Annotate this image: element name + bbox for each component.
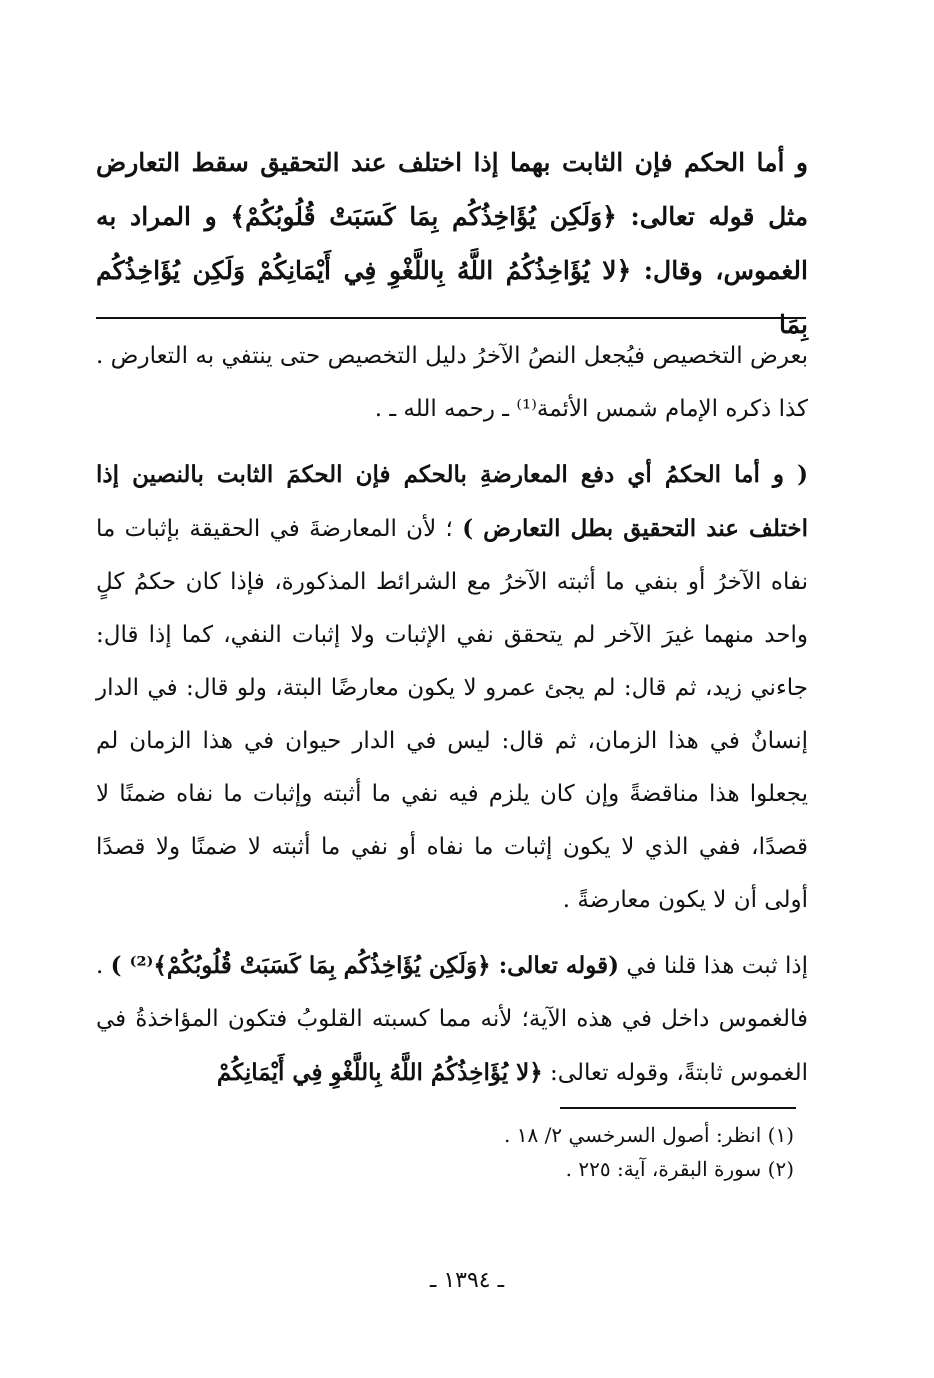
- commentary-verse-lemma: (قوله تعالى: ﴿وَلَكِن يُؤَاخِذُكُم بِمَا كَسَبَتْ قُلُوبُكُمْ﴾⁽²⁾ ): [110, 952, 620, 979]
- commentary-verse: ﴿لا يُؤَاخِذُكُمُ اللَّهُ بِاللَّغْوِ فِي أَيْمَانِكُمْ: [216, 1059, 543, 1086]
- commentary-body: . فالغموس داخل في هذه الآية؛ لأنه مما كسبته القلوبُ فتكون المؤاخذةُ في الغموس ثابتةً، وقوله تعالى:: [96, 953, 808, 1086]
- footnote-separator-rule: [560, 1107, 796, 1109]
- matn-text: [96, 136, 808, 352]
- footnote-1: (١) انظر: أصول السرخسي ٢/ ١٨ .: [504, 1123, 794, 1147]
- commentary-body: ؛ لأن المعارضةَ في الحقيقة بإثبات ما نفاه الآخرُ أو بنفي ما أثبته الآخرُ مع الشرائط المذكورة، فإذا كان حكمُ كلٍ واحد منهما غيرَ الآخر لم يتحقق نفي الإثبات ولا إثبات النفي، كما إذا قال: جاءني زيد، ثم قال: لم يجئ عمرو لا يكون معارضًا البتة، ولو قال: في الدار إنسانٌ في هذا الزمان، ثم قال: ليس في الدار حيوان في هذا الزمان لم يجعلوا هذا مناقضةً وإن كان يلزم فيه نفي ما أثبته وإثبات ما نفاه ضمنًا لا قصدًا، ففي الذي لا يكون إثبات ما نفاه أو نفي ما أثبته لا ضمنًا ولا قصدًا أولى أن لا يكون معارضةً .: [96, 516, 808, 913]
- commentary-paragraph-3: [96, 939, 808, 1100]
- matn-line-2: مثل قوله تعالى: ﴿وَلَكِن يُؤَاخِذُكُم بِمَا كَسَبَتْ قُلُوبُكُمْ﴾ و المراد به: [96, 202, 808, 231]
- page-number: ـ ١٣٩٤ ـ: [429, 1268, 505, 1293]
- commentary-paragraph-2: [96, 448, 808, 927]
- commentary-intro: إذا ثبت هذا قلنا في: [619, 953, 809, 979]
- matn-line-1: و أما الحكم فإن الثابت بهما إذا اختلف عند التحقيق سقط التعارض: [96, 148, 808, 177]
- commentary-text: [96, 330, 808, 1100]
- matn-separator-rule: [96, 317, 806, 319]
- footnotes: [504, 1118, 794, 1186]
- commentary-paragraph-1: بعرض التخصيص فيُجعل النصُ الآخرُ دليل التخصيص حتى ينتفي به التعارض . كذا ذكره الإمام شمس الأئمة⁽¹⁾ ـ رحمه الله ـ .: [96, 343, 809, 422]
- footnote-2: (٢) سورة البقرة، آية: ٢٢٥ .: [565, 1157, 794, 1181]
- matn-line-3: الغموس، وقال: ﴿لا يُؤَاخِذُكُمُ اللَّهُ بِاللَّغْوِ فِي أَيْمَانِكُمْ وَلَكِن يُؤَاخِذُكُم بِمَا: [96, 256, 808, 339]
- commentary-lemma: ( و أما الحكمُ أي دفع المعارضةِ بالحكم فإن الحكمَ الثابت بالنصين إذا اختلف عند التحقيق بطل التعارض ): [96, 461, 808, 542]
